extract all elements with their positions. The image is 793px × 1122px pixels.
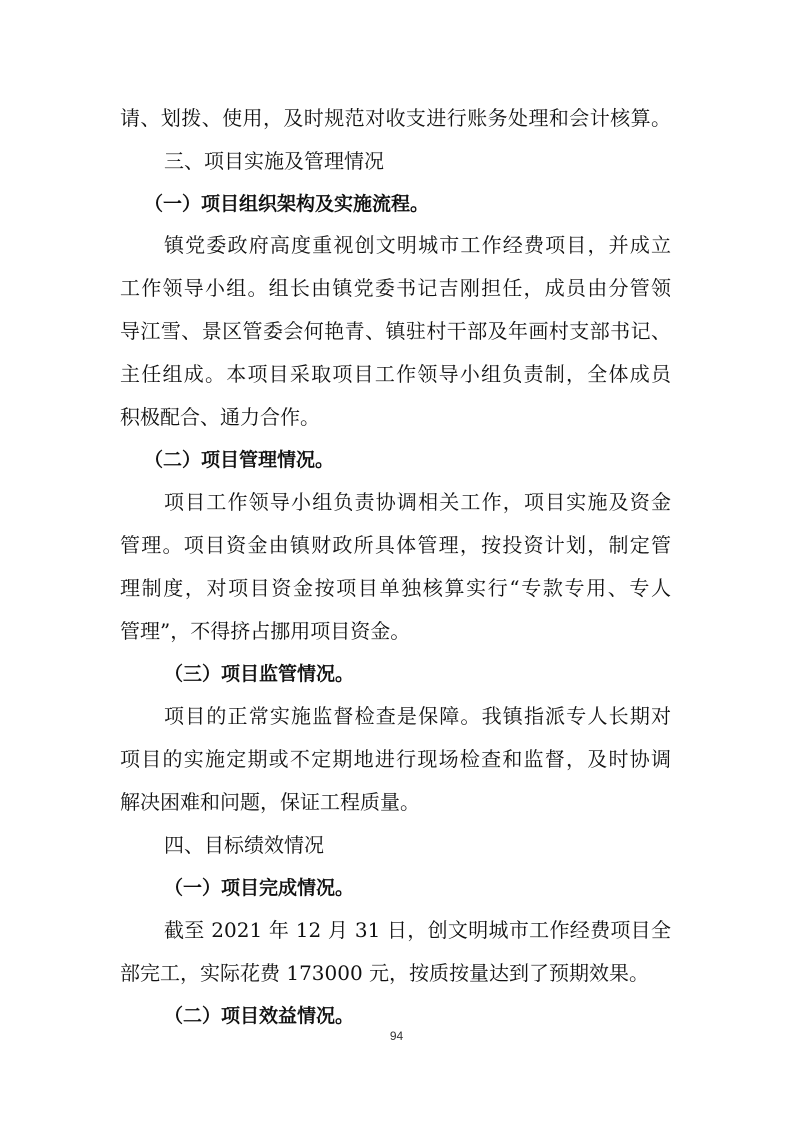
paragraph-line: 镇党委政府高度重视创文明城市工作经费项目，并成立 <box>164 233 671 257</box>
section-heading: 三、项目实施及管理情况 <box>164 149 384 173</box>
paragraph-line: 管理。项目资金由镇财政所具体管理，按投资计划，制定管 <box>120 533 671 557</box>
section-heading: 四、目标绩效情况 <box>164 833 324 857</box>
subsection-heading: （一）项目完成情况。 <box>164 877 355 899</box>
paragraph-line: 项目的实施定期或不定期地进行现场检查和监督，及时协调 <box>120 747 671 771</box>
paragraph-line: 解决困难和问题，保证工程质量。 <box>120 790 420 814</box>
paragraph-line: 主任组成。本项目采取项目工作领导小组负责制，全体成员 <box>120 362 671 386</box>
paragraph-line: 部完工，实际花费 173000 元，按质按量达到了预期效果。 <box>120 961 650 985</box>
subsection-heading: （二）项目管理情况。 <box>144 449 335 471</box>
subsection-heading: （一）项目组织架构及实施流程。 <box>144 193 430 215</box>
paragraph-line: 工作领导小组。组长由镇党委书记吉刚担任，成员由分管领 <box>120 276 671 300</box>
paragraph-line: 管理”，不得挤占挪用项目资金。 <box>120 619 411 643</box>
paragraph-line: 截至 2021 年 12 月 31 日，创文明城市工作经费项目全 <box>164 918 671 942</box>
subsection-heading: （三）项目监管情况。 <box>164 663 355 685</box>
paragraph-line: 项目的正常实施监督检查是保障。我镇指派专人长期对 <box>164 704 671 728</box>
subsection-heading: （二）项目效益情况。 <box>164 1005 355 1027</box>
paragraph-line: 项目工作领导小组负责协调相关工作，项目实施及资金 <box>164 490 671 514</box>
paragraph-line: 请、划拨、使用，及时规范对收支进行账务处理和会计核算。 <box>120 106 671 130</box>
paragraph-line: 导江雪、景区管委会何艳青、镇驻村干部及年画村支部书记、 <box>120 319 671 343</box>
paragraph-line: 理制度，对项目资金按项目单独核算实行“专款专用、专人 <box>120 576 671 600</box>
page-number: 94 <box>389 1029 404 1043</box>
paragraph-line: 积极配合、通力合作。 <box>120 405 320 429</box>
